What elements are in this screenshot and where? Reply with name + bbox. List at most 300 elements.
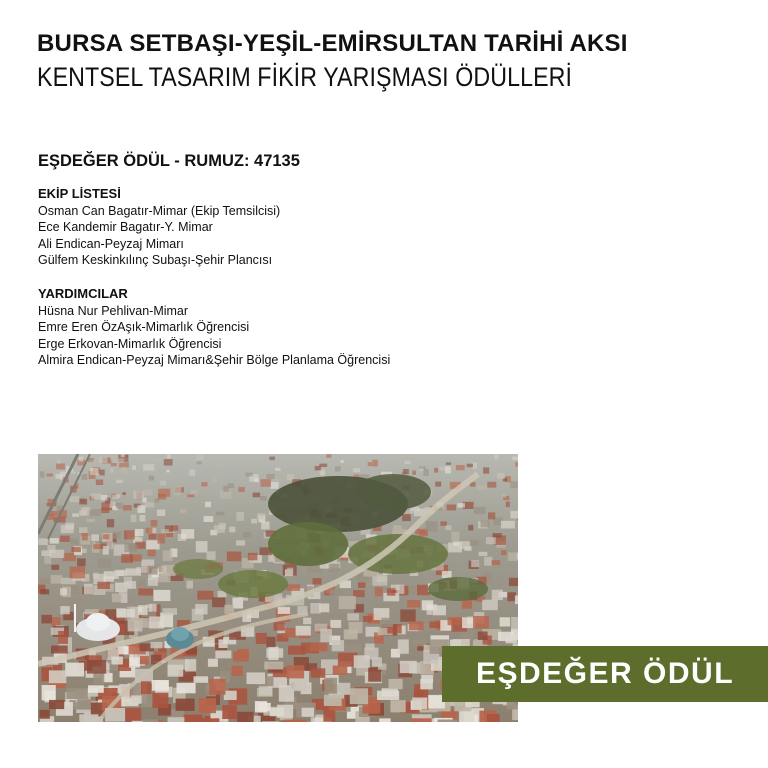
rooftop — [411, 718, 432, 722]
rooftop — [61, 525, 74, 533]
rooftop — [379, 718, 391, 722]
rooftop — [442, 571, 452, 578]
rooftop — [128, 545, 137, 550]
rooftop — [350, 688, 368, 704]
rooftop — [131, 515, 137, 523]
rooftop — [439, 467, 446, 471]
rooftop — [122, 492, 126, 495]
rooftop — [456, 465, 465, 470]
rooftop — [261, 479, 272, 487]
rooftop — [483, 467, 489, 473]
rooftop — [184, 715, 203, 722]
rooftop — [157, 510, 165, 517]
rooftop — [224, 605, 234, 615]
rooftop — [150, 642, 162, 648]
rooftop — [215, 651, 231, 659]
rooftop — [107, 542, 114, 549]
rooftop — [332, 640, 344, 651]
rooftop — [372, 657, 382, 666]
rooftop — [82, 474, 88, 480]
rooftop — [311, 668, 325, 678]
rooftop — [42, 604, 56, 615]
rooftop — [460, 631, 475, 641]
rooftop — [87, 660, 106, 674]
rooftop — [65, 663, 84, 677]
rooftop — [502, 494, 506, 498]
rooftop — [50, 550, 64, 558]
rooftop — [248, 553, 258, 561]
rooftop — [387, 588, 395, 596]
rooftop — [493, 533, 502, 538]
rooftop — [324, 678, 337, 694]
rooftop — [517, 553, 518, 560]
rooftop — [473, 616, 489, 629]
rooftop — [40, 589, 49, 594]
rooftop — [261, 521, 269, 529]
rooftop — [397, 585, 405, 594]
rooftop — [38, 538, 48, 545]
rooftop — [435, 482, 441, 487]
rooftop — [103, 576, 114, 581]
rooftop — [468, 502, 474, 505]
rooftop — [185, 659, 196, 671]
rooftop — [420, 679, 433, 690]
team-member: Gülfem Keskinkılınç Subaşı-Şehir Plancısı — [38, 253, 273, 267]
rooftop — [232, 666, 243, 676]
rooftop — [69, 496, 79, 502]
rooftop — [492, 560, 501, 565]
rooftop — [393, 525, 401, 529]
rooftop — [236, 540, 245, 545]
rooftop — [209, 679, 225, 695]
rooftop — [166, 470, 169, 472]
rooftop — [320, 629, 332, 642]
rooftop — [243, 532, 251, 538]
rooftop — [196, 541, 208, 552]
rooftop — [326, 454, 331, 458]
rooftop — [224, 691, 237, 700]
rooftop — [90, 468, 98, 475]
rooftop — [135, 529, 144, 536]
rooftop — [60, 536, 70, 542]
rooftop — [216, 512, 225, 516]
rooftop — [492, 590, 503, 600]
rooftop — [91, 534, 99, 541]
rooftop — [160, 481, 166, 486]
rooftop — [60, 606, 70, 614]
rooftop — [459, 711, 474, 723]
rooftop — [390, 700, 405, 712]
rooftop — [214, 462, 220, 467]
title-line-2: KENTSEL TASARIM FİKİR YARIŞMASI ÖDÜLLERİ — [37, 62, 573, 92]
rooftop — [246, 473, 253, 477]
rooftop — [238, 487, 244, 492]
rooftop — [116, 503, 122, 509]
rooftop — [488, 512, 495, 519]
rooftop — [303, 618, 311, 625]
rooftop — [468, 525, 473, 531]
rooftop — [423, 469, 429, 476]
rooftop — [255, 701, 267, 712]
rooftop — [482, 600, 498, 611]
rooftop — [313, 578, 322, 584]
rooftop — [507, 702, 518, 710]
rooftop — [44, 556, 51, 564]
rooftop — [47, 474, 53, 477]
rooftop — [138, 588, 153, 595]
rooftop — [363, 616, 372, 622]
rooftop — [256, 633, 267, 644]
rooftop — [196, 455, 203, 460]
rooftop — [78, 699, 90, 709]
rooftop — [403, 469, 409, 474]
rooftop — [146, 528, 153, 534]
rooftop — [445, 466, 451, 473]
title-line-1: BURSA SETBAŞI-YEŞİL-EMİRSULTAN TARİHİ AKSI — [37, 30, 628, 57]
rooftop — [400, 609, 415, 621]
rooftop — [57, 459, 61, 463]
rooftop — [229, 527, 235, 533]
rooftop — [214, 525, 225, 533]
rooftop — [143, 719, 159, 722]
rooftop — [126, 581, 136, 589]
rooftop — [113, 532, 121, 539]
rooftop — [487, 482, 496, 488]
rooftop — [330, 589, 343, 596]
rooftop — [147, 566, 157, 575]
rooftop — [180, 509, 187, 513]
rooftop — [398, 639, 409, 653]
rooftop — [181, 529, 194, 539]
rooftop — [205, 502, 211, 508]
rooftop — [199, 698, 217, 713]
rooftop — [457, 503, 465, 508]
rooftop — [126, 708, 142, 722]
rooftop — [222, 705, 237, 719]
rooftop — [296, 626, 311, 636]
rooftop — [372, 460, 378, 467]
rooftop — [478, 485, 487, 489]
rooftop — [96, 480, 103, 486]
rooftop — [509, 578, 518, 586]
rooftop — [345, 643, 362, 652]
rooftop — [88, 685, 104, 693]
rooftop — [237, 712, 254, 722]
rooftop — [511, 617, 518, 629]
rooftop — [91, 493, 102, 499]
rooftop — [445, 525, 451, 530]
rooftop — [284, 720, 306, 722]
rooftop — [447, 505, 457, 511]
rooftop — [138, 618, 150, 628]
rooftop — [163, 550, 173, 561]
rooftop — [152, 458, 160, 462]
rooftop — [149, 617, 164, 629]
rooftop — [419, 466, 426, 469]
rooftop — [510, 481, 518, 488]
rooftop — [264, 662, 283, 670]
rooftop — [93, 544, 103, 549]
rooftop — [98, 559, 112, 568]
rooftop — [151, 520, 158, 527]
rooftop — [152, 693, 168, 708]
award-badge: EŞDEĞER ÖDÜL — [442, 646, 768, 702]
rooftop — [111, 463, 117, 466]
rooftop — [407, 600, 420, 608]
rooftop — [310, 603, 320, 614]
rooftop — [471, 560, 479, 567]
rooftop — [353, 468, 360, 472]
rooftop — [228, 483, 234, 488]
rooftop — [333, 666, 348, 675]
rooftop — [49, 670, 66, 683]
rooftop — [138, 605, 148, 615]
rooftop — [133, 491, 144, 499]
rooftop — [40, 471, 45, 477]
rooftop — [107, 519, 114, 527]
rooftop — [97, 582, 110, 589]
rooftop — [77, 558, 86, 566]
rooftop — [40, 710, 50, 719]
rooftop — [66, 688, 88, 699]
rooftop — [70, 567, 85, 579]
rooftop — [320, 470, 326, 475]
rooftop — [354, 655, 370, 668]
rooftop — [389, 679, 403, 689]
rooftop — [213, 477, 217, 482]
rooftop — [90, 509, 101, 516]
rooftop — [154, 590, 171, 601]
rooftop — [149, 604, 157, 612]
team-member: Ali Endican-Peyzaj Mimarı — [38, 236, 184, 251]
rooftop — [148, 578, 158, 585]
rooftop — [207, 551, 216, 560]
rooftop — [339, 596, 356, 609]
rooftop — [79, 527, 88, 533]
rooftop — [121, 454, 125, 457]
rooftop — [177, 683, 196, 693]
rooftop — [200, 718, 219, 722]
rooftop — [191, 490, 198, 494]
rooftop — [278, 607, 290, 614]
rooftop — [117, 609, 135, 617]
rooftop — [494, 455, 499, 460]
rooftop — [467, 464, 473, 468]
rooftop — [474, 507, 486, 514]
rooftop — [197, 591, 213, 600]
rooftop — [112, 495, 118, 499]
rooftop — [140, 656, 149, 664]
rooftop — [58, 631, 68, 644]
rooftop — [51, 646, 68, 654]
rooftop — [41, 615, 52, 624]
rooftop — [166, 533, 174, 537]
rooftop — [149, 533, 157, 539]
rooftop — [501, 550, 507, 555]
rooftop — [330, 620, 341, 628]
rooftop — [60, 588, 67, 595]
rooftop — [201, 482, 207, 486]
rooftop — [512, 457, 518, 461]
rooftop — [138, 505, 146, 513]
rooftop — [168, 665, 184, 677]
rooftop — [149, 476, 154, 481]
rooftop — [84, 584, 93, 595]
rooftop — [310, 643, 328, 652]
rooftop — [129, 657, 140, 667]
rooftop — [402, 514, 411, 521]
rooftop — [141, 681, 151, 694]
rooftop — [286, 665, 304, 678]
rooftop — [262, 721, 279, 722]
rooftop — [251, 519, 257, 524]
helpers-heading: YARDIMCILAR — [38, 286, 128, 301]
rooftop — [72, 513, 79, 516]
rooftop — [287, 584, 300, 591]
rooftop — [271, 482, 279, 489]
rooftop — [204, 516, 214, 522]
rooftop — [257, 513, 266, 519]
rooftop — [302, 708, 314, 717]
rooftop — [349, 622, 363, 633]
rooftop — [132, 466, 136, 471]
rooftop — [82, 533, 88, 541]
rooftop — [111, 657, 123, 665]
rooftop — [212, 597, 225, 607]
rooftop — [315, 466, 321, 470]
rooftop — [324, 695, 342, 706]
rooftop — [506, 502, 510, 508]
rooftop — [481, 521, 490, 528]
rooftop — [167, 454, 170, 458]
rooftop — [144, 490, 152, 496]
rooftop — [89, 459, 96, 463]
rooftop — [506, 635, 518, 643]
rooftop — [40, 578, 49, 584]
rooftop — [171, 525, 179, 530]
rooftop — [341, 460, 344, 463]
rooftop — [164, 459, 173, 465]
rooftop — [405, 456, 414, 461]
rooftop — [112, 594, 122, 603]
rooftop — [497, 473, 504, 479]
rooftop — [116, 480, 123, 483]
rooftop — [143, 464, 154, 471]
rooftop — [434, 468, 438, 473]
rooftop — [275, 468, 281, 471]
rooftop — [381, 618, 393, 627]
rooftop — [119, 584, 128, 594]
rooftop — [163, 608, 178, 615]
rooftop — [63, 553, 76, 561]
rooftop — [55, 474, 62, 479]
team-list — [38, 186, 280, 269]
rooftop — [227, 552, 241, 562]
rooftop — [50, 538, 59, 544]
rooftop — [294, 680, 308, 691]
rooftop — [266, 637, 275, 647]
rooftop — [99, 457, 108, 463]
rooftop — [148, 549, 156, 556]
rooftop — [478, 632, 488, 641]
helper-member: Erge Erkovan-Mimarlık Öğrencisi — [38, 336, 222, 351]
rooftop — [274, 622, 285, 630]
helper-member: Emre Eren ÖzAşık-Mimarlık Öğrencisi — [38, 320, 250, 334]
rooftop — [42, 685, 56, 700]
award-title: EŞDEĞER ÖDÜL - RUMUZ: 47135 — [38, 152, 300, 170]
rooftop — [124, 530, 135, 539]
rooftop — [87, 519, 95, 522]
rooftop — [141, 560, 154, 567]
rooftop — [267, 474, 275, 479]
rooftop — [409, 621, 423, 630]
rooftop — [51, 575, 62, 584]
helper-member: Hüsna Nur Pehlivan-Mimar — [38, 303, 189, 318]
rooftop — [186, 581, 193, 589]
rooftop — [71, 547, 81, 552]
rooftop — [223, 486, 228, 492]
rooftop — [189, 470, 195, 476]
rooftop — [49, 700, 64, 709]
team-member: Osman Can Bagatır-Mimar (Ekip Temsilcisi) — [38, 203, 281, 218]
rooftop — [462, 600, 472, 609]
rooftop — [507, 592, 516, 601]
rooftop — [501, 521, 515, 529]
rooftop — [412, 698, 427, 710]
team-heading: EKİP LİSTESİ — [38, 186, 121, 201]
rooftop — [368, 462, 372, 466]
rooftop — [433, 605, 446, 615]
rooftop — [140, 515, 146, 522]
rooftop — [137, 580, 145, 586]
rooftop — [451, 532, 459, 542]
rooftop — [208, 659, 218, 667]
rooftop — [110, 468, 113, 472]
rooftop — [51, 565, 59, 570]
rooftop — [168, 717, 185, 722]
rooftop — [329, 564, 340, 572]
rooftop — [487, 714, 500, 722]
rooftop — [515, 462, 518, 467]
rooftop — [347, 613, 359, 620]
rooftop — [372, 576, 387, 585]
rooftop — [510, 511, 518, 519]
rooftop — [79, 714, 98, 722]
rooftop — [110, 456, 116, 461]
rooftop — [219, 639, 228, 648]
rooftop — [253, 493, 260, 498]
helper-member: Almira Endican-Peyzaj Mimarı&Şehir Bölge Planlama Öğrencisi — [38, 353, 391, 367]
rooftop — [100, 470, 105, 476]
rooftop — [422, 600, 433, 610]
team-member: Ece Kandemir Bagatır-Y. Mimar — [38, 220, 213, 234]
rooftop — [79, 457, 84, 462]
rooftop — [515, 596, 518, 605]
rooftop — [479, 552, 488, 556]
rooftop — [236, 512, 244, 521]
rooftop — [101, 508, 109, 513]
rooftop — [335, 466, 341, 471]
rooftop — [152, 680, 169, 691]
rooftop — [426, 521, 438, 532]
rooftop — [459, 541, 470, 549]
rooftop — [440, 521, 447, 525]
rooftop — [79, 499, 87, 505]
rooftop — [470, 540, 479, 546]
rooftop — [51, 617, 60, 626]
rooftop — [446, 462, 451, 465]
rooftop — [405, 461, 411, 464]
